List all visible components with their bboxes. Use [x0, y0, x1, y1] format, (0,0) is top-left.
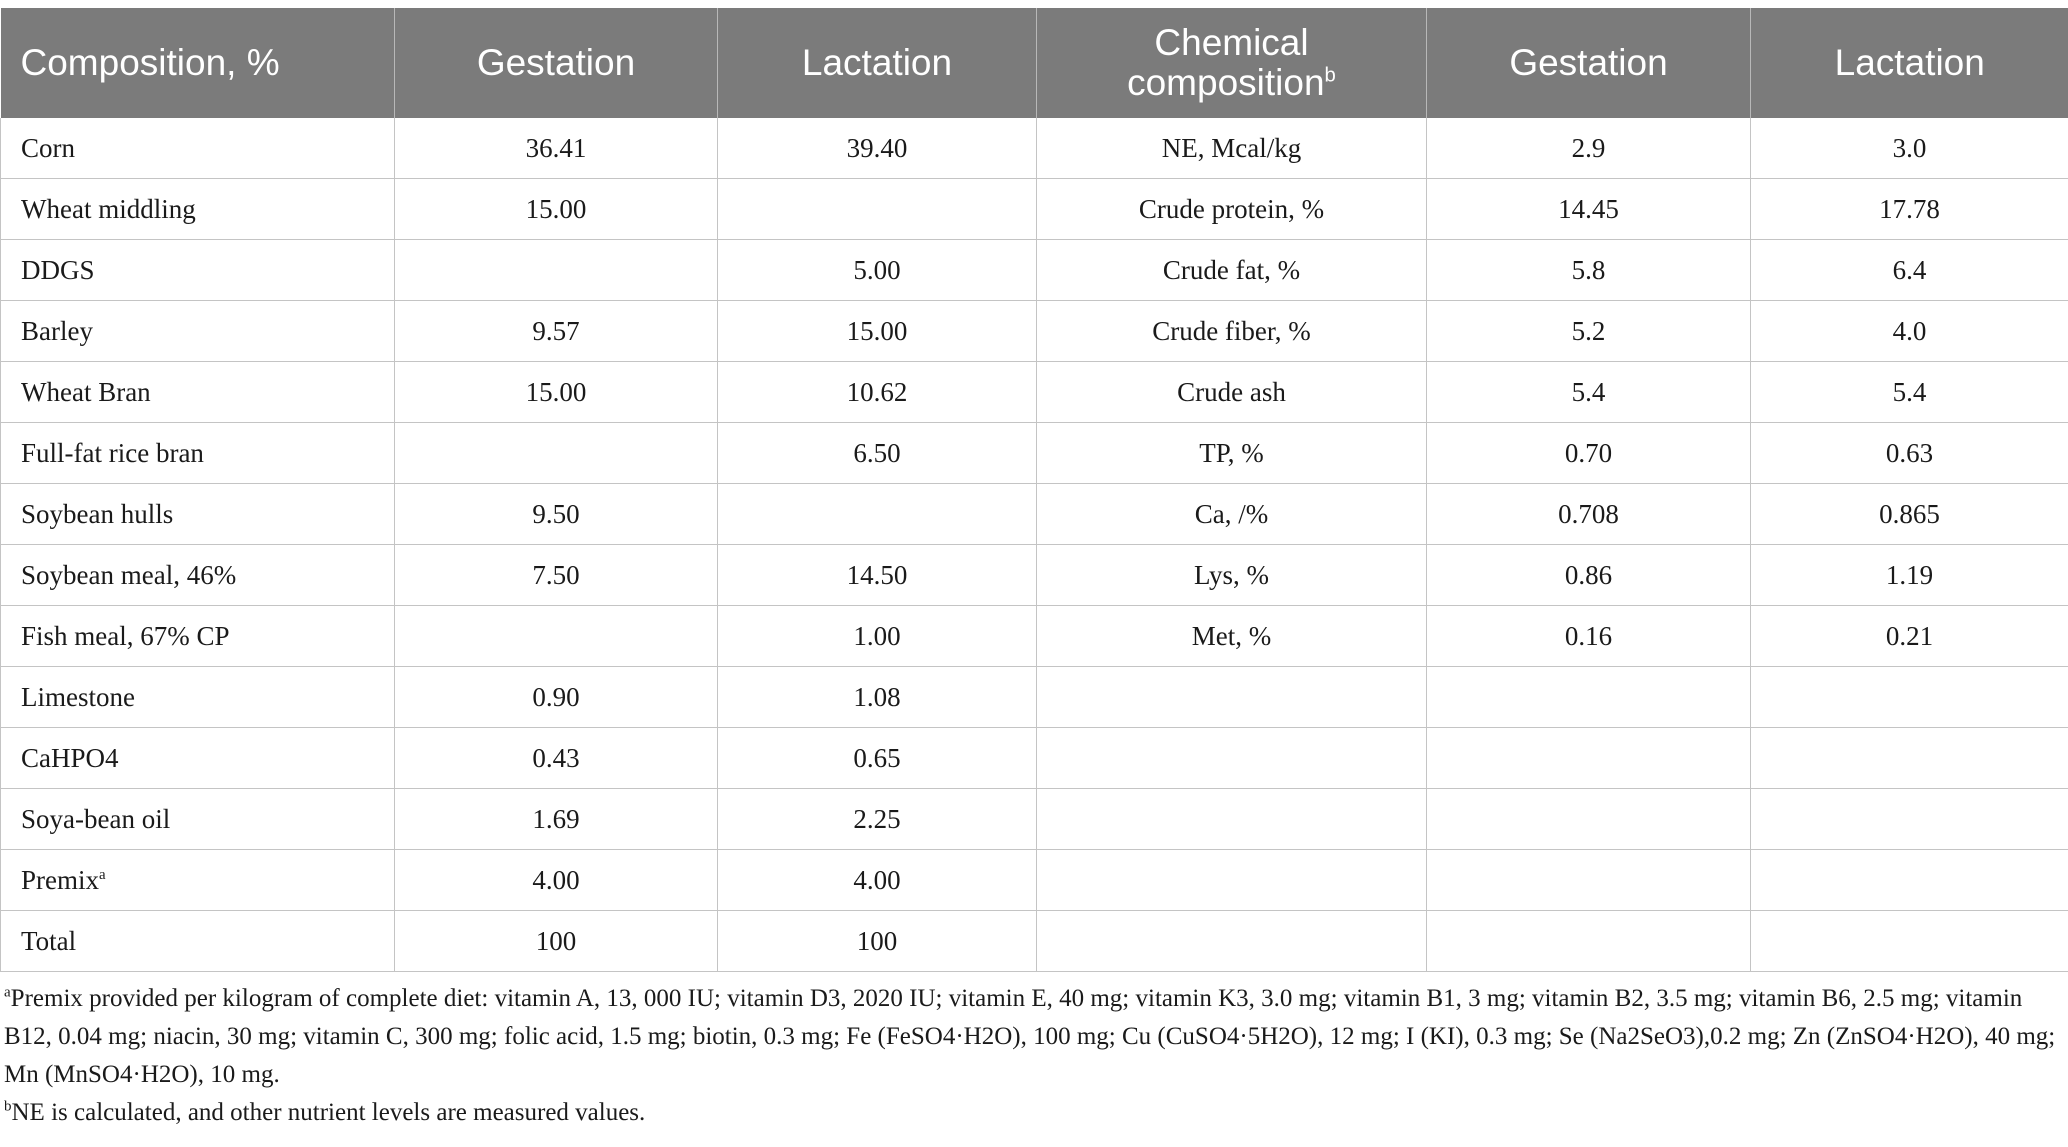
- cell-chemical-lactation-text: 17.78: [1879, 193, 1940, 224]
- footnote-a-text: Premix provided per kilogram of complete diet: vitamin A, 13, 000 IU; vitamin D3, 2020 IU; vitamin E, 40 mg; vitamin K3, 3.0 mg; vitamin B1, 3 mg; vitamin B2, 3.5 mg; vitamin B6, 2.5 mg; vitamin B12, 0.04 mg; niacin, 30 mg; vitamin C, 300 mg; folic acid, 1.5 mg; biotin, 0.3 mg; Fe (FeSO4·H2O), 100 mg; Cu (CuSO4·5H2O), 12 mg; I (KI), 0.3 mg; Se (Na2SeO3),0.2 mg; Zn (ZnSO4·H2O), 40 mg; Mn (MnSO4·H2O), 10 mg.: [4, 985, 2056, 1088]
- cell-lactation: [718, 179, 1037, 240]
- cell-ingredient: [1, 301, 395, 362]
- cell-chemical-lactation-text: 4.0: [1892, 315, 1927, 346]
- table-row: [1, 240, 2068, 301]
- cell-lactation-text: 15.00: [846, 315, 908, 346]
- cell-gestation: [395, 789, 718, 850]
- cell-gestation: [395, 118, 718, 179]
- cell-gestation: [395, 423, 718, 484]
- cell-gestation: [395, 240, 718, 301]
- cell-lactation: [718, 484, 1037, 545]
- cell-lactation: [718, 301, 1037, 362]
- cell-chemical-lactation: [1751, 850, 2068, 911]
- cell-chemical-gestation-text: 5.8: [1571, 254, 1606, 285]
- table-container: [0, 8, 2068, 1132]
- cell-ingredient: [1, 118, 395, 179]
- cell-chemical-lactation: [1751, 118, 2068, 179]
- cell-chemical-component-text: Ca, /%: [1194, 498, 1269, 529]
- table-row: [1, 362, 2068, 423]
- cell-chemical-lactation: [1751, 484, 2068, 545]
- header-row: [1, 8, 2068, 118]
- cell-gestation: [395, 667, 718, 728]
- footnote-a: [4, 980, 2060, 1094]
- cell-chemical-component: [1037, 850, 1427, 911]
- cell-ingredient-text: Wheat Bran: [21, 376, 151, 407]
- cell-chemical-gestation: [1427, 423, 1751, 484]
- cell-chemical-lactation: [1751, 179, 2068, 240]
- header-chemical-line2: composition: [1127, 62, 1325, 103]
- cell-lactation: [718, 911, 1037, 972]
- cell-ingredient: [1, 789, 395, 850]
- header-chemical-composition: [1037, 8, 1427, 118]
- cell-lactation-text: 14.50: [846, 559, 908, 590]
- cell-ingredient-text: Barley: [21, 315, 93, 346]
- table-row: [1, 118, 2068, 179]
- cell-lactation: [718, 606, 1037, 667]
- cell-ingredient-text: Fish meal, 67% CP: [21, 620, 230, 651]
- cell-chemical-lactation: [1751, 728, 2068, 789]
- cell-chemical-gestation-text: 14.45: [1558, 193, 1619, 224]
- cell-ingredient: [1, 484, 395, 545]
- cell-ingredient: [1, 179, 395, 240]
- cell-ingredient-text: Corn: [21, 132, 75, 163]
- cell-chemical-component-text: Crude fiber, %: [1152, 315, 1311, 346]
- footnote-marker: a: [99, 866, 106, 883]
- cell-chemical-gestation: [1427, 362, 1751, 423]
- cell-gestation-text: 0.90: [532, 681, 580, 712]
- cell-lactation-text: 1.08: [853, 681, 901, 712]
- cell-ingredient-text: CaHPO4: [21, 742, 119, 773]
- footnote-b: [4, 1094, 2060, 1132]
- table-row: [1, 850, 2068, 911]
- cell-chemical-component: [1037, 484, 1427, 545]
- header-gestation-chemical: Gestation: [1427, 8, 1751, 118]
- cell-ingredient: [1, 362, 395, 423]
- cell-chemical-gestation: [1427, 850, 1751, 911]
- cell-gestation: [395, 850, 718, 911]
- cell-chemical-gestation: [1427, 728, 1751, 789]
- cell-chemical-gestation-text: 2.9: [1571, 132, 1606, 163]
- table-row: [1, 728, 2068, 789]
- cell-ingredient-text: Wheat middling: [21, 193, 196, 224]
- cell-chemical-lactation-text: 5.4: [1892, 376, 1927, 407]
- cell-chemical-component-text: Crude protein, %: [1138, 193, 1325, 224]
- cell-lactation-text: 2.25: [853, 803, 901, 834]
- cell-gestation-text: 36.41: [525, 132, 587, 163]
- cell-chemical-gestation: [1427, 606, 1751, 667]
- header-lactation: Lactation: [718, 8, 1037, 118]
- table-body: [1, 118, 2068, 972]
- cell-gestation: [395, 484, 718, 545]
- cell-chemical-lactation-text: 0.21: [1885, 620, 1934, 651]
- cell-lactation: [718, 667, 1037, 728]
- header-gestation: Gestation: [395, 8, 718, 118]
- cell-gestation-text: 15.00: [525, 193, 587, 224]
- cell-chemical-component-text: Lys, %: [1193, 559, 1269, 590]
- cell-ingredient-text: Soya-bean oil: [21, 803, 171, 834]
- cell-lactation-text: 10.62: [846, 376, 908, 407]
- cell-chemical-component-text: TP, %: [1199, 437, 1264, 468]
- cell-gestation-text: 1.69: [532, 803, 580, 834]
- cell-chemical-component: [1037, 362, 1427, 423]
- cell-ingredient: [1, 911, 395, 972]
- cell-chemical-gestation: [1427, 118, 1751, 179]
- header-lactation-chemical: Lactation: [1751, 8, 2068, 118]
- cell-chemical-component: [1037, 911, 1427, 972]
- cell-gestation: [395, 911, 718, 972]
- cell-lactation: [718, 362, 1037, 423]
- cell-chemical-gestation-text: 5.2: [1571, 315, 1606, 346]
- table-row: [1, 301, 2068, 362]
- cell-gestation: [395, 301, 718, 362]
- cell-ingredient-text: Limestone: [21, 681, 135, 712]
- cell-chemical-lactation-text: 6.4: [1892, 254, 1927, 285]
- cell-chemical-component-text: Crude fat, %: [1162, 254, 1301, 285]
- cell-chemical-lactation: [1751, 667, 2068, 728]
- cell-gestation-text: 9.50: [532, 498, 580, 529]
- cell-chemical-component: [1037, 423, 1427, 484]
- cell-gestation: [395, 728, 718, 789]
- cell-chemical-lactation: [1751, 240, 2068, 301]
- cell-chemical-gestation: [1427, 545, 1751, 606]
- cell-chemical-component-text: Met, %: [1191, 620, 1272, 651]
- cell-chemical-lactation-text: 1.19: [1885, 559, 1934, 590]
- cell-ingredient: [1, 667, 395, 728]
- cell-ingredient: [1, 545, 395, 606]
- cell-chemical-gestation: [1427, 240, 1751, 301]
- cell-chemical-lactation-text: 0.63: [1885, 437, 1934, 468]
- cell-lactation-text: 39.40: [846, 132, 908, 163]
- cell-chemical-lactation-text: 0.865: [1879, 498, 1940, 529]
- cell-chemical-lactation: [1751, 606, 2068, 667]
- cell-lactation: [718, 545, 1037, 606]
- cell-lactation: [718, 850, 1037, 911]
- table-row: [1, 545, 2068, 606]
- cell-chemical-gestation-text: 0.70: [1564, 437, 1613, 468]
- header-composition: Composition, %: [1, 8, 395, 118]
- cell-chemical-component: [1037, 728, 1427, 789]
- cell-gestation-text: 4.00: [532, 864, 580, 895]
- table-row: [1, 484, 2068, 545]
- table-row: [1, 423, 2068, 484]
- cell-chemical-gestation: [1427, 911, 1751, 972]
- footnote-b-text: NE is calculated, and other nutrient levels are measured values.: [11, 1099, 646, 1126]
- cell-chemical-component-text: NE, Mcal/kg: [1161, 132, 1302, 163]
- cell-ingredient-text: Full-fat rice bran: [21, 437, 204, 468]
- header-chemical-line1: Chemical: [1154, 22, 1309, 63]
- cell-chemical-component: [1037, 118, 1427, 179]
- cell-gestation-text: 0.43: [532, 742, 580, 773]
- cell-lactation: [718, 118, 1037, 179]
- cell-chemical-lactation: [1751, 789, 2068, 850]
- cell-gestation: [395, 545, 718, 606]
- cell-chemical-component: [1037, 789, 1427, 850]
- cell-chemical-gestation: [1427, 301, 1751, 362]
- table-header: [1, 8, 2068, 118]
- cell-gestation-text: 7.50: [532, 559, 580, 590]
- table-row: [1, 667, 2068, 728]
- table-row: [1, 179, 2068, 240]
- cell-chemical-component: [1037, 240, 1427, 301]
- cell-lactation-text: 5.00: [853, 254, 901, 285]
- cell-lactation: [718, 789, 1037, 850]
- cell-chemical-gestation-text: 5.4: [1571, 376, 1606, 407]
- cell-ingredient-text: Premix: [21, 864, 99, 895]
- cell-lactation-text: 100: [856, 925, 898, 956]
- cell-lactation-text: 0.65: [853, 742, 901, 773]
- table-row: [1, 606, 2068, 667]
- cell-chemical-component: [1037, 301, 1427, 362]
- cell-ingredient: [1, 606, 395, 667]
- cell-chemical-gestation: [1427, 179, 1751, 240]
- cell-gestation: [395, 362, 718, 423]
- cell-chemical-lactation: [1751, 423, 2068, 484]
- cell-ingredient: [1, 850, 395, 911]
- cell-chemical-gestation: [1427, 484, 1751, 545]
- cell-lactation-text: 1.00: [853, 620, 901, 651]
- cell-chemical-gestation-text: 0.708: [1558, 498, 1619, 529]
- cell-lactation-text: 4.00: [853, 864, 901, 895]
- cell-gestation: [395, 179, 718, 240]
- diet-composition-table: [0, 8, 2068, 972]
- cell-chemical-lactation-text: 3.0: [1892, 132, 1927, 163]
- cell-chemical-gestation: [1427, 667, 1751, 728]
- cell-ingredient: [1, 423, 395, 484]
- cell-chemical-component-text: Crude ash: [1177, 376, 1286, 407]
- cell-chemical-lactation: [1751, 911, 2068, 972]
- cell-ingredient-text: DDGS: [21, 254, 95, 285]
- footnotes: [0, 972, 2064, 1132]
- cell-ingredient: [1, 240, 395, 301]
- cell-gestation-text: 9.57: [532, 315, 580, 346]
- cell-chemical-lactation: [1751, 362, 2068, 423]
- cell-chemical-gestation-text: 0.86: [1564, 559, 1613, 590]
- cell-chemical-lactation: [1751, 545, 2068, 606]
- table-row: [1, 911, 2068, 972]
- cell-lactation: [718, 240, 1037, 301]
- cell-ingredient: [1, 728, 395, 789]
- cell-ingredient-text: Soybean hulls: [21, 498, 174, 529]
- cell-lactation: [718, 728, 1037, 789]
- table-row: [1, 789, 2068, 850]
- cell-gestation-text: 100: [535, 925, 577, 956]
- cell-chemical-gestation-text: 0.16: [1564, 620, 1613, 651]
- cell-chemical-component: [1037, 545, 1427, 606]
- footnote-b-marker: b: [4, 1098, 12, 1115]
- cell-lactation: [718, 423, 1037, 484]
- footnote-marker-b: b: [1324, 64, 1336, 87]
- cell-chemical-gestation: [1427, 789, 1751, 850]
- cell-chemical-component: [1037, 179, 1427, 240]
- cell-chemical-lactation: [1751, 301, 2068, 362]
- cell-gestation: [395, 606, 718, 667]
- cell-chemical-component: [1037, 606, 1427, 667]
- cell-ingredient-text: Total: [21, 925, 77, 956]
- cell-lactation-text: 6.50: [853, 437, 901, 468]
- footnote-a-marker: a: [4, 984, 11, 1001]
- cell-gestation-text: 15.00: [525, 376, 587, 407]
- cell-chemical-component: [1037, 667, 1427, 728]
- cell-ingredient-text: Soybean meal, 46%: [21, 559, 237, 590]
